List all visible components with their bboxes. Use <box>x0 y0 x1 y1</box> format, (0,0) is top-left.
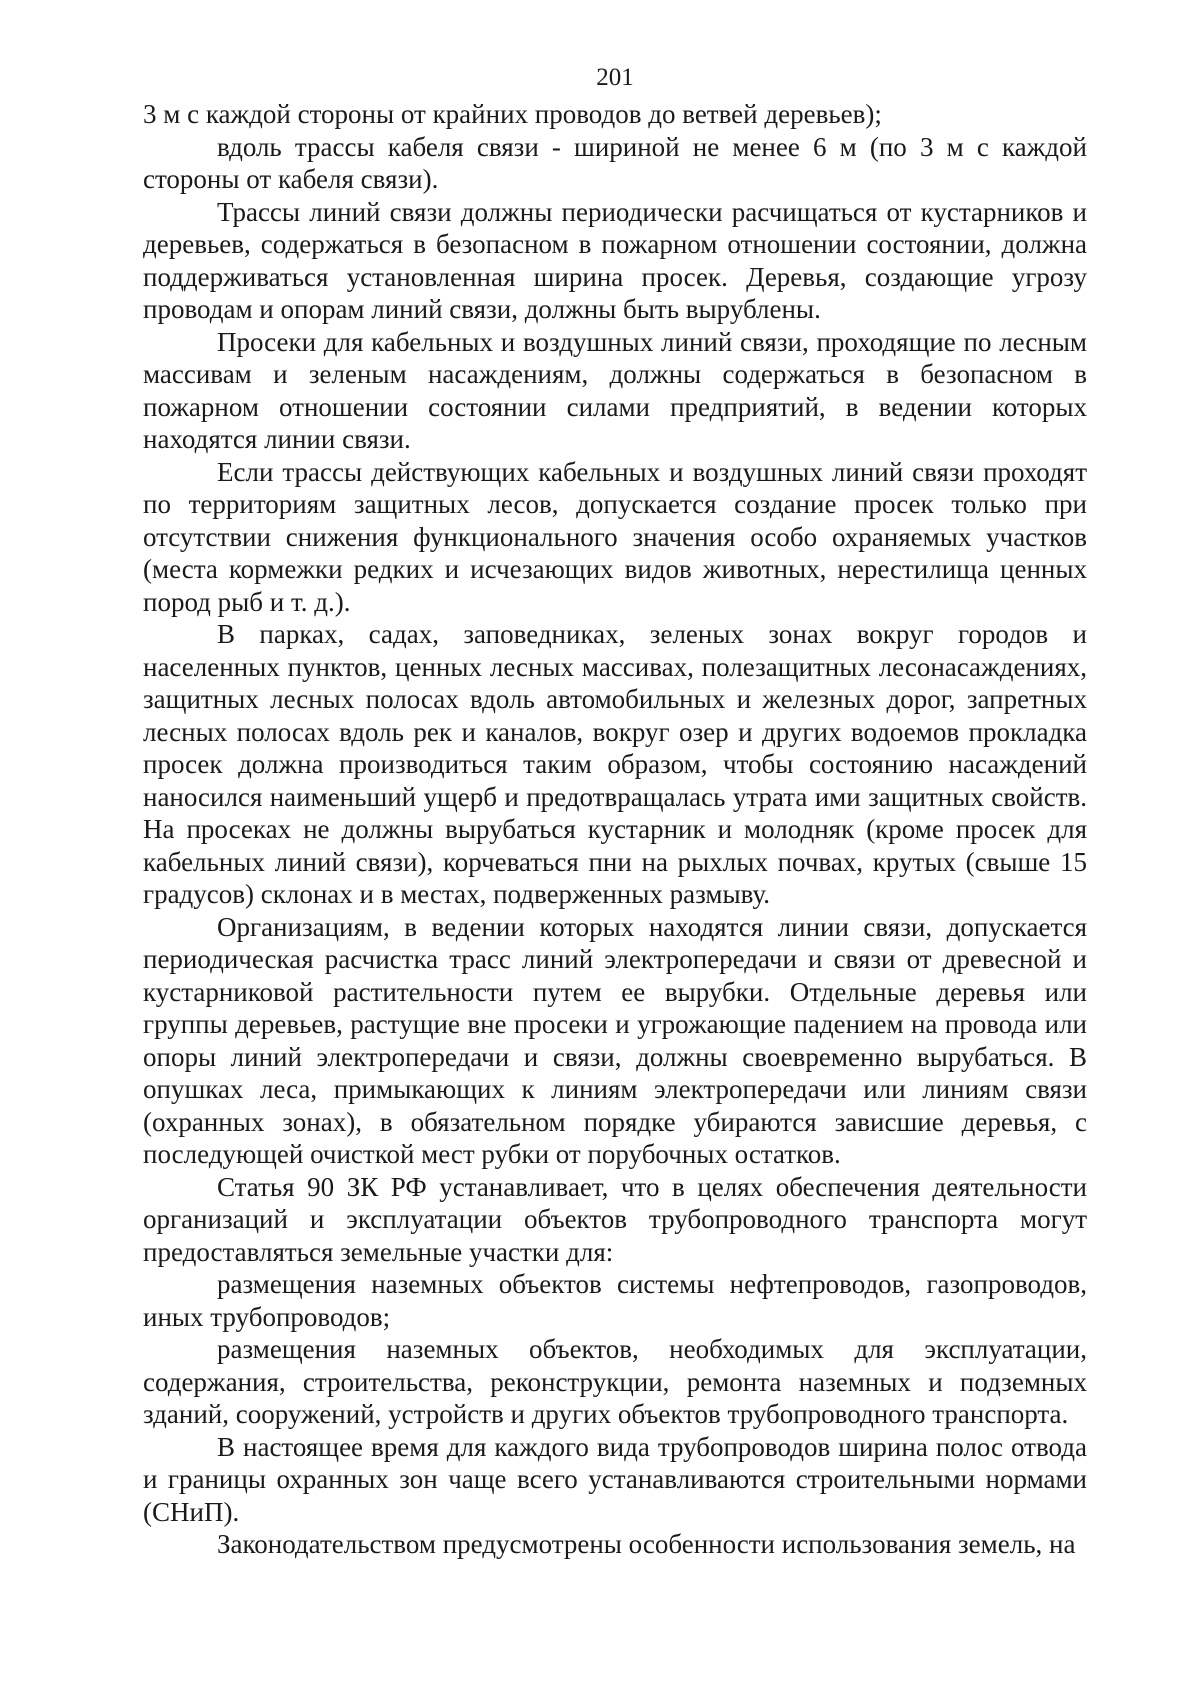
paragraph: вдоль трассы кабеля связи - шириной не менее 6 м (по 3 м с каждой стороны от кабеля связи). <box>143 131 1087 194</box>
paragraph: В парках, садах, заповедниках, зеленых зонах вокруг городов и населенных пунктов, ценных лесных массивах, полезащитных лесонасаждениях, защитных лесных полосах вдоль автомобильных и железных дорог, запретных лесных полосах вдоль рек и каналов, вокруг озер и других водоемов прокладка просек должна производиться таким образом, чтобы состоянию насаждений наносился наименьший ущерб и предотвращалась утрата ими защитных свойств. На просеках не должны вырубаться кустарник и молодняк (кроме просек для кабельных линий связи), корчеваться пни на рыхлых почвах, крутых (свыше 15 градусов) склонах и в местах, подверженных размыву. <box>143 619 1087 909</box>
paragraph: Организациям, в ведении которых находятся линии связи, допускается периодическая расчистка трасс линий электропередачи и связи от древесной и кустарниковой растительности путем ее вырубки. Отдельные деревья или группы деревьев, растущие вне просеки и угрожающие падением на провода или опоры линий электропередачи и связи, должны своевременно вырубаться. В опушках леса, примыкающих к линиям электропередачи или линиям связи (охранных зонах), в обязательном порядке убираются зависшие деревья, с последующей очисткой мест рубки от порубочных остатков. <box>143 911 1087 1169</box>
paragraph: Просеки для кабельных и воздушных линий связи, проходящие по лесным массивам и зеленым насаждениям, должны содержаться в безопасном в пожарном отношении состоянии силами предприятий, в ведении которых находятся линии связи. <box>143 326 1087 454</box>
page-number: 201 <box>596 64 634 91</box>
paragraph: Статья 90 ЗК РФ устанавливает, что в целях обеспечения деятельности организаций и эксплуатации объектов трубопроводного транспорта могут предоставляться земельные участки для: <box>143 1171 1087 1267</box>
paragraph: Законодательством предусмотрены особенности использования земель, на <box>217 1529 1076 1559</box>
paragraph: В настоящее время для каждого вида трубопроводов ширина полос отвода и границы охранных зон чаще всего устанавливаются строительными нормами (СНиП). <box>143 1431 1087 1527</box>
paragraph: Трассы линий связи должны периодически расчищаться от кустарников и деревьев, содержаться в безопасном в пожарном отношении состоянии, должна поддерживаться установленная ширина просек. Деревья, создающие угрозу проводам и опорам линий связи, должны быть вырублены. <box>143 196 1087 324</box>
paragraph-continuation: 3 м с каждой стороны от крайних проводов до ветвей деревьев); <box>143 99 882 129</box>
paragraph: Если трассы действующих кабельных и воздушных линий связи проходят по территориям защитных лесов, допускается создание просек только при отсутствии снижения функционального значения особо охраняемых участков (места кормежки редких и исчезающих видов животных, нерестилища ценных пород рыб и т. д.). <box>143 456 1087 617</box>
body-text <box>143 98 1087 1561</box>
paragraph: размещения наземных объектов системы нефтепроводов, газопроводов, иных трубопроводов; <box>143 1269 1087 1332</box>
paragraph: размещения наземных объектов, необходимых для эксплуатации, содержания, строительства, реконструкции, ремонта наземных и подземных зданий, сооружений, устройств и других объектов трубопроводного транспорта. <box>143 1334 1087 1429</box>
